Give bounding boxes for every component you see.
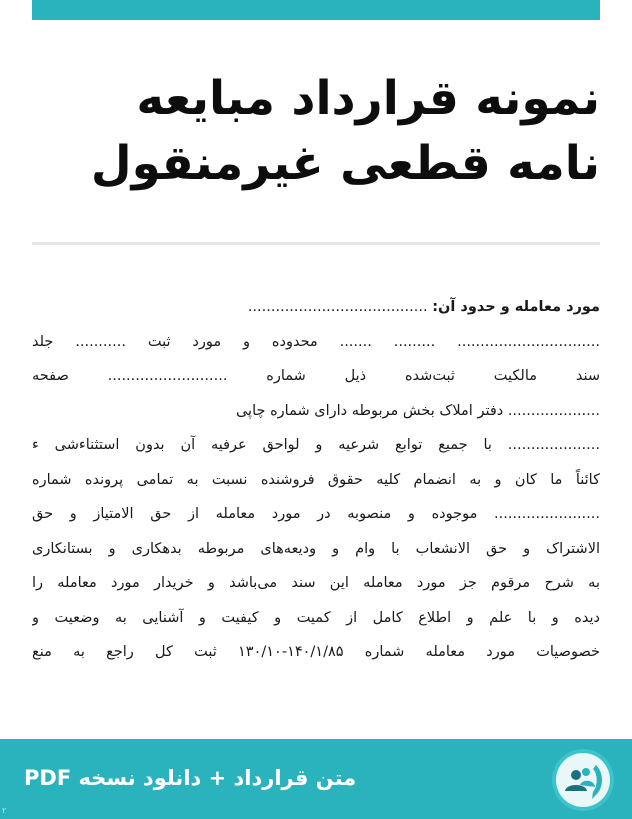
subject-label: مورد معامله و حدود آن: <box>432 299 600 315</box>
title-line-2: نامه قطعی غیرمنقول <box>90 136 600 191</box>
body-line: خصوصیات مورد معامله شماره ۱۴۰/۱/۸۵-۱۳۰/۱۰ ثبت کل راجع به منع <box>32 644 600 660</box>
body-line: .................... با جمیع توابع شرعیه و لواحق عرفیه آن بدون استثناءشی ء <box>32 437 600 453</box>
title-line-1: نمونه قرارداد مبایعه <box>136 71 600 126</box>
download-banner[interactable] <box>0 739 632 819</box>
body-line: ............................... ......... ....... محدوده و مورد ثبت ........... جلد <box>32 333 600 350</box>
body-line: الاشتراک و حق الانشعاب با وام و ودیعه‌های مربوطه بدهکاری و بستانکاری <box>32 540 600 557</box>
body-line-label <box>32 290 600 325</box>
people-chat-icon <box>552 749 614 811</box>
body-line: کائناً ما کان و به انضمام کلیه حقوق فروشنده نسبت به تمامی پرونده شماره <box>32 471 600 488</box>
body-line: سند مالکیت ثبت‌شده ذیل شماره .......................... صفحه <box>32 368 600 384</box>
body-line: ....................... موجوده و منصوبه در مورد معامله از حق الامتیاز و حق <box>32 506 600 522</box>
page-title <box>32 66 600 196</box>
corner-mark: ۲ <box>2 806 7 815</box>
subject-label-fill: ....................................... <box>247 299 428 315</box>
body-line: .................... دفتر املاک بخش مربوطه دارای شماره چاپی <box>235 402 600 419</box>
body-line: دیده و با علم و اطلاع کامل از کمیت و کیفیت و آشنایی به وضعیت و <box>32 609 600 626</box>
top-accent-bar <box>32 0 600 20</box>
body-line: به شرح مرقوم جز مورد معامله این سند می‌باشد و خریدار مورد معامله را <box>32 575 600 591</box>
title-divider <box>32 242 600 245</box>
download-cta-text[interactable]: متن قرارداد + دانلود نسخه PDF <box>24 766 357 790</box>
contract-body <box>32 290 600 670</box>
